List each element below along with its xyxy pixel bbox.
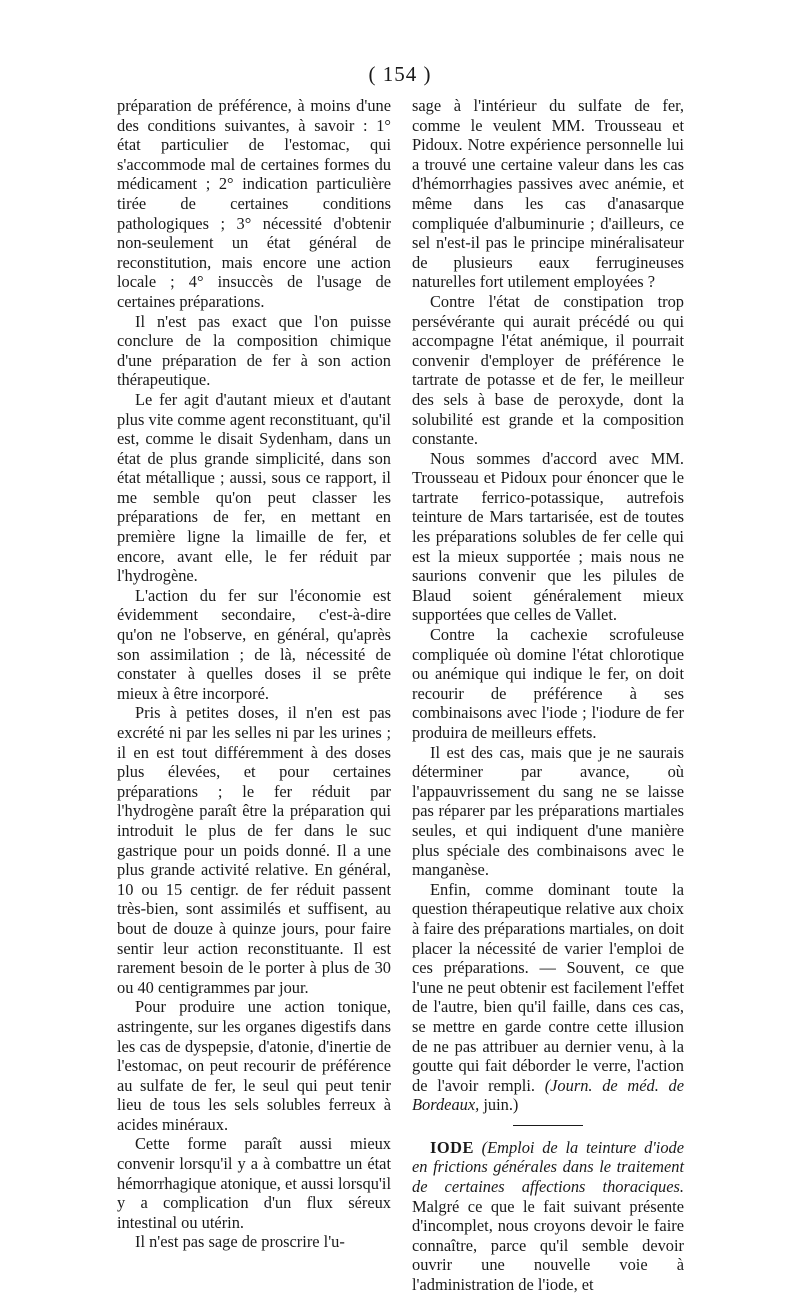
iode-text: Malgré ce que le fait suivant présente d'incomplet, nous croyons devoir le faire connaître, parce qu'il semble devoir ouvrir une nouvelle voie à l'administration de l'iode, et <box>412 1196 684 1295</box>
journal-reference-date: juin.) <box>479 1095 519 1115</box>
paragraph-text: Enfin, comme dominant toute la question thérapeutique relative aux choix à faire des préparations martiales, on doit placer la nécessité de varier l'emploi de ces préparations. — Souvent, ce que l'une ne peut obtenir est facilement l'effet de l'autre, bien qu'il faille, dans ces cas, se mettre en garde contre cette illusion de ne pas attribuer au dernier venu, à la goutte qui fait déborder le verre, l'action de l'avoir rempli. <box>412 879 684 1095</box>
page-number-header: ( 154 ) <box>368 62 432 86</box>
paragraph: Nous sommes d'accord avec MM. Trousseau et Pidoux pour énoncer que le tartrate ferrico-potassique, autrefois teinture de Mars tartarisée, est de toutes les préparations solubles de fer celle qui est la mieux supportée ; mais nous ne saurions convenir que les pilules de Blaud soient généralement mieux supportées que celles de Vallet. <box>412 448 684 625</box>
paragraph: Pris à petites doses, il n'en est pas excrété ni par les selles ni par les urines ; il en est tout différemment à des doses plus élevées, et pour certaines préparations ; le fer réduit par l'hydrogène paraît être la préparation qui introduit le plus de fer dans le suc gastrique pour un poids donné. Il a une plus grande activité relative. En général, 10 ou 15 centigr. de fer réduit passent très-bien, sont assimilés et suffisent, au bout de douze à quinze jours, pour faire sentir leur action reconstituante. Il est rarement besoin de le porter à plus de 30 ou 40 centigrammes par jour. <box>117 703 391 997</box>
paragraph: Il est des cas, mais que je ne saurais déterminer par avance, où l'appauvrissement du sang ne se laisse pas réparer par les préparations martiales seules, et qui indiquent d'une manière plus spéciale des combinaisons avec le manganèse. <box>412 742 684 880</box>
paragraph: Contre l'état de constipation trop persévérante qui aurait précédé ou qui accompagne l'état anémique, il pourrait convenir d'employer de préférence le tartrate de potasse et de fer, le meilleur des sels à base de peroxyde, dont la solubilité est grande et la composition constante. <box>412 291 684 449</box>
paragraph: Il n'est pas sage de proscrire l'u- <box>135 1232 345 1252</box>
paragraph: Le fer agit d'autant mieux et d'autant plus vite comme agent reconstituant, qu'il est, comme le disait Sydenham, dans un état de plus grande simplicité, dans son état métallique ; aussi, sous ce rapport, il me semble qu'on peut classer les préparations de fer, en mettant en première ligne la limaille de fer, et encore, avant elle, le fer réduit par l'hydrogène. <box>117 389 391 586</box>
journal-reference: (Journ. de méd. de Bordeaux, <box>412 1075 684 1115</box>
paragraph: sage à l'intérieur du sulfate de fer, comme le veulent MM. Trousseau et Pidoux. Notre expérience personnelle lui a trouvé une certaine valeur dans les cas d'hémorrhagies passives avec anémie, et même dans les cas d'anasarque compliquée d'albuminurie ; d'ailleurs, ce sel n'est-il pas le principe minéralisateur de plusieurs eaux ferrugineuses naturelles fort utilement employées ? <box>412 96 684 292</box>
paragraph: préparation de préférence, à moins d'une des conditions suivantes, à savoir : 1° état particulier de l'estomac, qui s'accommode mal de certaines formes du médicament ; 2° indication particulière tirée de certaines conditions pathologiques ; 3° nécessité d'obtenir non-seulement un état général de reconstitution, mais encore une action locale ; 4° insuccès de l'usage de certaines préparations. <box>117 96 391 311</box>
paragraph: Cette forme paraît aussi mieux convenir lorsqu'il y a à combattre un état hémorrhagique atonique, et aussi lorsqu'il y a complication d'un flux séreux intestinal ou utérin. <box>117 1134 391 1232</box>
paragraph: Il n'est pas exact que l'on puisse conclure de la composition chimique d'une préparation de fer à son action thérapeutique. <box>117 311 391 390</box>
paragraph: Contre la cachexie scrofuleuse compliquée où domine l'état chlorotique ou anémique qui indique le fer, on doit recourir de préférence à ses combinaisons avec l'iode ; l'iodure de fer produira de meilleurs effets. <box>412 625 684 742</box>
iode-title: (Emploi de la teinture d'iode en frictions générales dans le traitement de certaines affections thoraciques. <box>412 1137 684 1197</box>
paragraph: L'action du fer sur l'économie est évidemment secondaire, c'est-à-dire qu'on ne l'observe, en général, qu'après son assimilation ; de là, nécessité de constater à quelles doses il se prête mieux à être incorporé. <box>117 585 391 703</box>
iode-article <box>412 1138 684 1295</box>
paragraph-with-reference <box>412 880 684 1115</box>
left-column <box>117 96 391 1252</box>
paragraph: Pour produire une action tonique, astringente, sur les organes digestifs dans les cas de dyspepsie, d'atonie, d'inertie de l'estomac, on peut recourir de préférence au sulfate de fer, le seul qui peut tenir lieu de tous les sels solubles ferreux à acides minéraux. <box>117 997 391 1134</box>
right-column <box>412 96 684 1295</box>
iode-heading: IODE <box>430 1137 474 1157</box>
section-divider <box>513 1125 583 1126</box>
